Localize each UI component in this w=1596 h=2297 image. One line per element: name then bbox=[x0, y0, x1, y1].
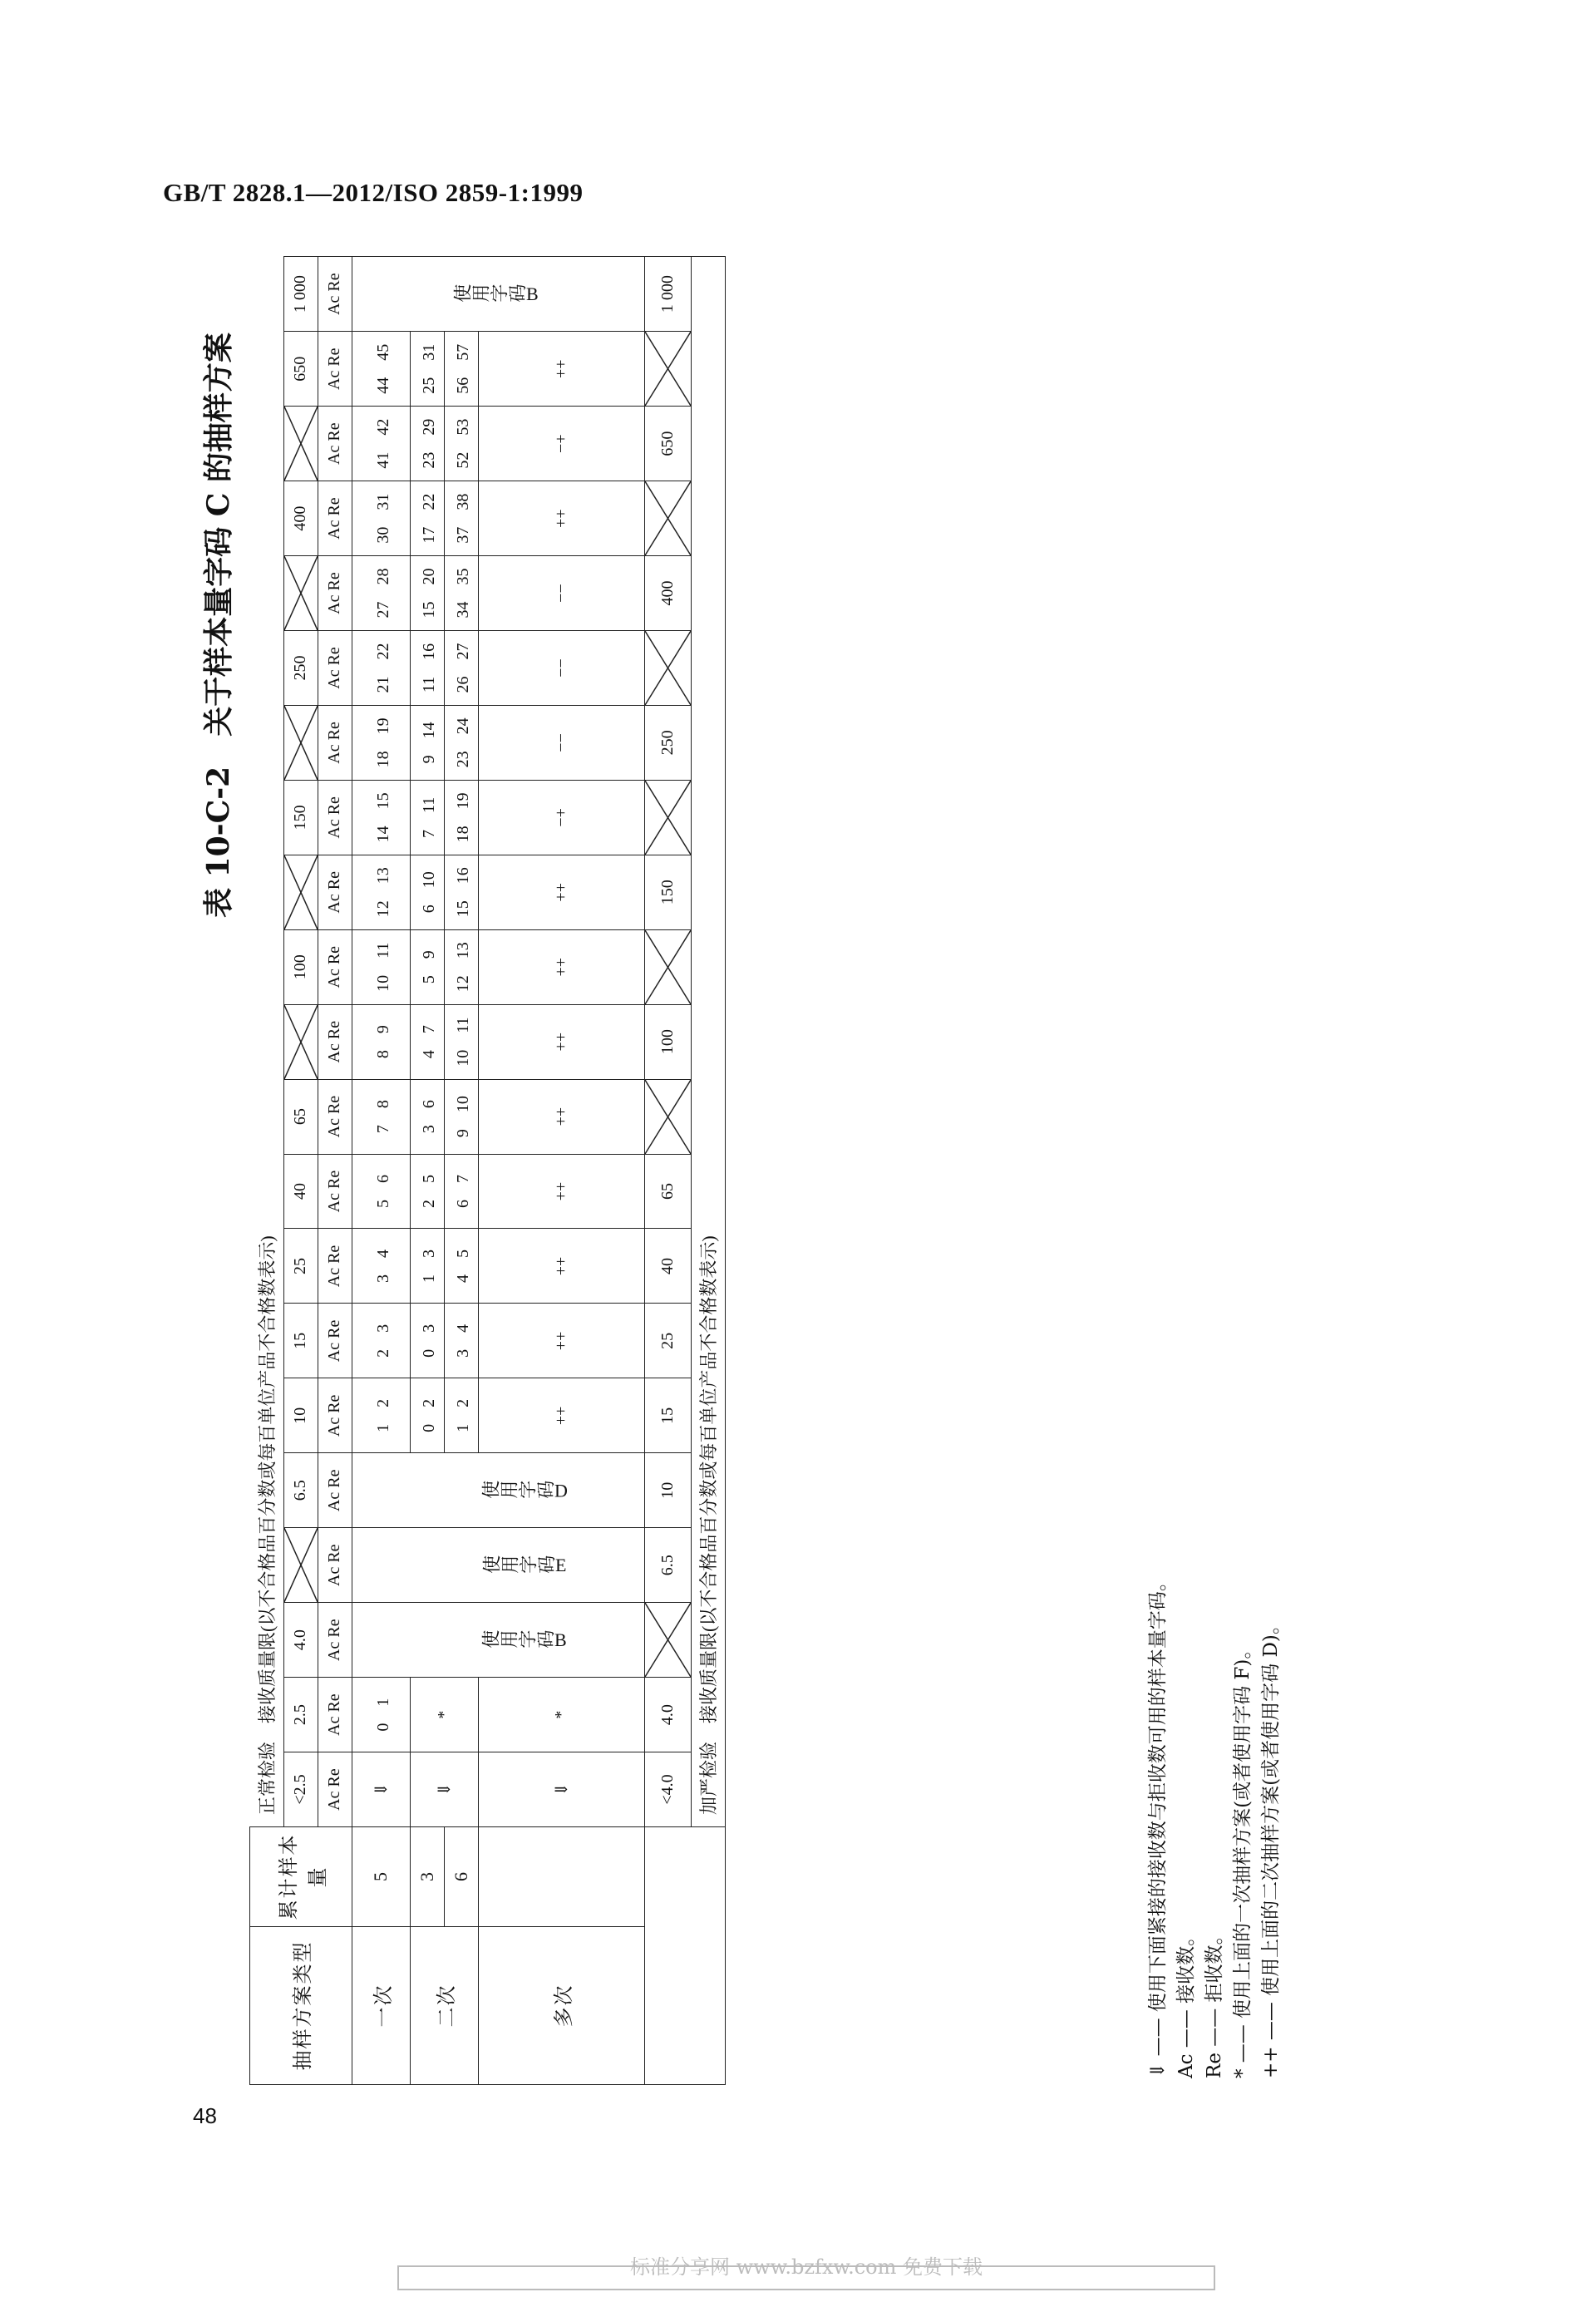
sampling-table-rotated bbox=[249, 256, 1147, 2085]
double-cell: 15 16 bbox=[444, 855, 478, 929]
table-row bbox=[478, 257, 644, 2085]
double-cell: 15 20 bbox=[410, 556, 444, 631]
double-cell: 4 5 bbox=[444, 1229, 478, 1304]
ac-re-header: Ac Re bbox=[318, 332, 352, 407]
multiple-cell: −− bbox=[478, 556, 644, 631]
double-cell: 23 24 bbox=[444, 705, 478, 780]
aql-normal-cell: 40 bbox=[283, 1154, 318, 1229]
aql-tight-cell bbox=[644, 780, 691, 855]
aql-normal-cell: 650 bbox=[283, 332, 318, 407]
aql-normal-cell: 100 bbox=[283, 929, 318, 1004]
double-cell: 56 57 bbox=[444, 332, 478, 407]
single-cell: 1 2 bbox=[352, 1378, 410, 1453]
ac-re-header: Ac Re bbox=[318, 1154, 352, 1229]
ac-re-header: Ac Re bbox=[318, 1603, 352, 1678]
aql-normal-cell bbox=[283, 407, 318, 481]
cross-mark-icon bbox=[645, 332, 691, 406]
aql-normal-cell: 1 000 bbox=[283, 257, 318, 332]
multiple-cell: ++ bbox=[478, 1154, 644, 1229]
double-cell: 1 3 bbox=[410, 1229, 444, 1304]
ac-re-header: Ac Re bbox=[318, 1229, 352, 1304]
multiple-cell: ++ bbox=[478, 481, 644, 556]
cum-double-2: 6 bbox=[444, 1827, 478, 1927]
table-row bbox=[250, 257, 284, 2085]
note-ac: Ac —— 接收数。 bbox=[1175, 1926, 1197, 2078]
aql-normal-cell: 65 bbox=[283, 1079, 318, 1154]
cross-mark-icon bbox=[284, 1528, 318, 1602]
aql-tight-cell: 15 bbox=[644, 1378, 691, 1453]
aql-normal-cell bbox=[283, 556, 318, 631]
aql-normal-cell bbox=[283, 1528, 318, 1603]
aql-normal-cell: 6.5 bbox=[283, 1453, 318, 1528]
cross-mark-icon bbox=[284, 706, 318, 780]
use-letter-cell bbox=[410, 1528, 644, 1603]
aql-tight-cell: 6.5 bbox=[644, 1528, 691, 1603]
use-letter-cell bbox=[410, 1453, 644, 1528]
aql-normal-cell bbox=[283, 1004, 318, 1079]
cross-mark-icon bbox=[645, 481, 691, 555]
scheme-multiple: 多次 bbox=[478, 1927, 644, 2085]
aql-normal-cell: 10 bbox=[283, 1378, 318, 1453]
multiple-cell: −+ bbox=[478, 780, 644, 855]
multiple-cell: * bbox=[478, 1678, 644, 1752]
aql-tight-cell bbox=[644, 332, 691, 407]
tightened-band: 加严检验 接收质量限(以不合格品百分数或每百单位产品不合格数表示) bbox=[691, 257, 725, 1827]
aql-normal-cell: <2.5 bbox=[283, 1752, 318, 1827]
watermark: 标准分享网 www.bzfxw.com 免费下载 bbox=[397, 2265, 1215, 2290]
single-cell: 44 45 bbox=[352, 332, 410, 407]
single-cell: 7 8 bbox=[352, 1079, 410, 1154]
multiple-cell: ++ bbox=[478, 332, 644, 407]
ac-re-header: Ac Re bbox=[318, 1528, 352, 1603]
scheme-double: 二次 bbox=[410, 1927, 478, 2085]
aql-tight-cell: 4.0 bbox=[644, 1678, 691, 1752]
multiple-cell: ++ bbox=[478, 1004, 644, 1079]
double-cell: 3 4 bbox=[444, 1304, 478, 1378]
aql-tight-cell: 25 bbox=[644, 1304, 691, 1378]
single-cell: 2 3 bbox=[352, 1304, 410, 1378]
multiple-cell: −− bbox=[478, 705, 644, 780]
cross-mark-icon bbox=[645, 781, 691, 855]
cum-multiple bbox=[478, 1827, 644, 1927]
table-row bbox=[410, 257, 444, 2085]
single-cell: 10 11 bbox=[352, 929, 410, 1004]
normal-band: 正常检验 接收质量限(以不合格品百分数或每百单位产品不合格数表示) bbox=[250, 257, 284, 1827]
aql-normal-cell: 4.0 bbox=[283, 1603, 318, 1678]
multiple-cell: ⇓ bbox=[478, 1752, 644, 1827]
aql-normal-cell bbox=[283, 705, 318, 780]
sampling-table bbox=[249, 256, 726, 2085]
ac-re-header: Ac Re bbox=[318, 407, 352, 481]
blank-cell bbox=[352, 1453, 410, 1528]
multiple-cell: ++ bbox=[478, 1378, 644, 1453]
tight-blank bbox=[644, 1827, 725, 2085]
ac-re-header: Ac Re bbox=[318, 1304, 352, 1378]
cross-mark-icon bbox=[284, 1005, 318, 1079]
double-cell: 0 2 bbox=[410, 1378, 444, 1453]
blank-cell bbox=[352, 1528, 410, 1603]
double-cell: * bbox=[410, 1678, 478, 1752]
ac-re-header: Ac Re bbox=[318, 780, 352, 855]
single-cell: ⇓ bbox=[352, 1752, 410, 1827]
scheme-single: 一次 bbox=[352, 1927, 410, 2085]
ac-re-header: Ac Re bbox=[318, 1004, 352, 1079]
note-plusplus: ++ —— 使用上面的二次抽样方案(或者使用字码 D)。 bbox=[1260, 1615, 1282, 2078]
cross-mark-icon bbox=[645, 1603, 691, 1677]
cross-mark-icon bbox=[284, 855, 318, 929]
cross-mark-icon bbox=[284, 556, 318, 630]
aql-tight-cell: 100 bbox=[644, 1004, 691, 1079]
aql-normal-cell: 250 bbox=[283, 631, 318, 706]
cum-header: 累计样本量 bbox=[250, 1827, 352, 1927]
cum-double-1: 3 bbox=[410, 1827, 444, 1927]
standard-code: GB/T 2828.1—2012/ISO 2859-1:1999 bbox=[163, 178, 584, 207]
table-row bbox=[691, 257, 725, 2085]
double-cell: 4 7 bbox=[410, 1004, 444, 1079]
ac-re-header: Ac Re bbox=[318, 1453, 352, 1528]
notes-text bbox=[1144, 1572, 1285, 2078]
aql-tight-cell: 400 bbox=[644, 556, 691, 631]
double-cell: 6 7 bbox=[444, 1154, 478, 1229]
multiple-cell: −+ bbox=[478, 407, 644, 481]
use-letter-cell bbox=[410, 1603, 644, 1678]
ac-re-header: Ac Re bbox=[318, 481, 352, 556]
double-cell: 17 22 bbox=[410, 481, 444, 556]
double-cell: 52 53 bbox=[444, 407, 478, 481]
aql-tight-cell: 250 bbox=[644, 705, 691, 780]
aql-normal-cell bbox=[283, 855, 318, 929]
note-down-arrow: ⇓ —— 使用下面紧接的接收数与拒收数可用的样本量字码。 bbox=[1147, 1572, 1169, 2078]
ac-re-header: Ac Re bbox=[318, 631, 352, 706]
ac-re-header: Ac Re bbox=[318, 855, 352, 929]
aql-tight-cell: 1 000 bbox=[644, 257, 691, 332]
table-title-text: 表 10-C-2 关于样本量字码 C 的抽样方案 bbox=[201, 333, 236, 918]
double-cell: 26 27 bbox=[444, 631, 478, 706]
ac-re-header: Ac Re bbox=[318, 1752, 352, 1827]
note-re: Re —— 拒收数。 bbox=[1204, 1925, 1225, 2078]
aql-tight-cell bbox=[644, 1603, 691, 1678]
single-cell: 0 1 bbox=[352, 1678, 410, 1752]
single-cell: 8 9 bbox=[352, 1004, 410, 1079]
aql-normal-cell: 2.5 bbox=[283, 1678, 318, 1752]
double-cell: 12 13 bbox=[444, 929, 478, 1004]
single-cell: 5 6 bbox=[352, 1154, 410, 1229]
use-letter-label: 使用字码B bbox=[481, 1629, 568, 1651]
double-cell: 9 14 bbox=[410, 705, 444, 780]
ac-re-header: Ac Re bbox=[318, 929, 352, 1004]
single-cell: 12 13 bbox=[352, 855, 410, 929]
aql-tight-cell bbox=[644, 481, 691, 556]
double-cell: 1 2 bbox=[444, 1378, 478, 1453]
double-cell: 37 38 bbox=[444, 481, 478, 556]
aql-normal-cell: 15 bbox=[283, 1304, 318, 1378]
aql-tight-cell: 40 bbox=[644, 1229, 691, 1304]
cross-mark-icon bbox=[284, 407, 318, 481]
scheme-header: 抽样方案类型 bbox=[250, 1927, 352, 2085]
multiple-cell: ++ bbox=[478, 855, 644, 929]
double-cell: 18 19 bbox=[444, 780, 478, 855]
aql-tight-cell: 65 bbox=[644, 1154, 691, 1229]
aql-tight-cell bbox=[644, 631, 691, 706]
note-star: * —— 使用上面的一次抽样方案(或者使用字码 F)。 bbox=[1232, 1639, 1254, 2078]
double-cell: 6 10 bbox=[410, 855, 444, 929]
table-row bbox=[283, 257, 318, 2085]
single-cell: 14 15 bbox=[352, 780, 410, 855]
use-letter-label: 使用字码E bbox=[482, 1555, 567, 1576]
ac-re-header: Ac Re bbox=[318, 257, 352, 332]
double-cell: 10 11 bbox=[444, 1004, 478, 1079]
cum-single: 5 bbox=[352, 1827, 410, 1927]
page-number: 48 bbox=[193, 2103, 217, 2128]
ac-re-header: Ac Re bbox=[318, 1678, 352, 1752]
ac-re-header: Ac Re bbox=[318, 705, 352, 780]
use-letter-b2: 使用字码B bbox=[452, 283, 539, 305]
use-letter-b2-cell bbox=[352, 257, 644, 332]
single-cell: 41 42 bbox=[352, 407, 410, 481]
aql-normal-cell: 150 bbox=[283, 780, 318, 855]
multiple-cell: −− bbox=[478, 631, 644, 706]
aql-tight-cell: 150 bbox=[644, 855, 691, 929]
cross-mark-icon bbox=[645, 1080, 691, 1154]
double-cell: 0 3 bbox=[410, 1304, 444, 1378]
double-cell: 7 11 bbox=[410, 780, 444, 855]
aql-tight-cell: 650 bbox=[644, 407, 691, 481]
aql-tight-cell: 10 bbox=[644, 1453, 691, 1528]
ac-re-header: Ac Re bbox=[318, 556, 352, 631]
use-letter-label: 使用字码D bbox=[480, 1480, 568, 1501]
aql-normal-cell: 400 bbox=[283, 481, 318, 556]
double-cell: 5 9 bbox=[410, 929, 444, 1004]
blank-cell bbox=[352, 1603, 410, 1678]
double-cell: 23 29 bbox=[410, 407, 444, 481]
aql-tight-cell: <4.0 bbox=[644, 1752, 691, 1827]
multiple-cell: ++ bbox=[478, 1229, 644, 1304]
multiple-cell: ++ bbox=[478, 1079, 644, 1154]
ac-re-header: Ac Re bbox=[318, 1378, 352, 1453]
cross-mark-icon bbox=[645, 930, 691, 1004]
single-cell: 27 28 bbox=[352, 556, 410, 631]
cross-mark-icon bbox=[645, 631, 691, 705]
double-cell: ⇓ bbox=[410, 1752, 478, 1827]
ac-re-header: Ac Re bbox=[318, 1079, 352, 1154]
single-cell: 3 4 bbox=[352, 1229, 410, 1304]
aql-tight-cell bbox=[644, 1079, 691, 1154]
table-row bbox=[644, 257, 691, 2085]
double-cell: 2 5 bbox=[410, 1154, 444, 1229]
double-cell: 25 31 bbox=[410, 332, 444, 407]
double-cell: 34 35 bbox=[444, 556, 478, 631]
multiple-cell: ++ bbox=[478, 929, 644, 1004]
single-cell: 30 31 bbox=[352, 481, 410, 556]
table-row bbox=[318, 257, 352, 2085]
double-cell: 3 6 bbox=[410, 1079, 444, 1154]
double-cell: 11 16 bbox=[410, 631, 444, 706]
double-cell: 9 10 bbox=[444, 1079, 478, 1154]
aql-normal-cell: 25 bbox=[283, 1229, 318, 1304]
single-cell: 21 22 bbox=[352, 631, 410, 706]
aql-tight-cell bbox=[644, 929, 691, 1004]
table-row bbox=[352, 257, 410, 2085]
multiple-cell: ++ bbox=[478, 1304, 644, 1378]
single-cell: 18 19 bbox=[352, 705, 410, 780]
